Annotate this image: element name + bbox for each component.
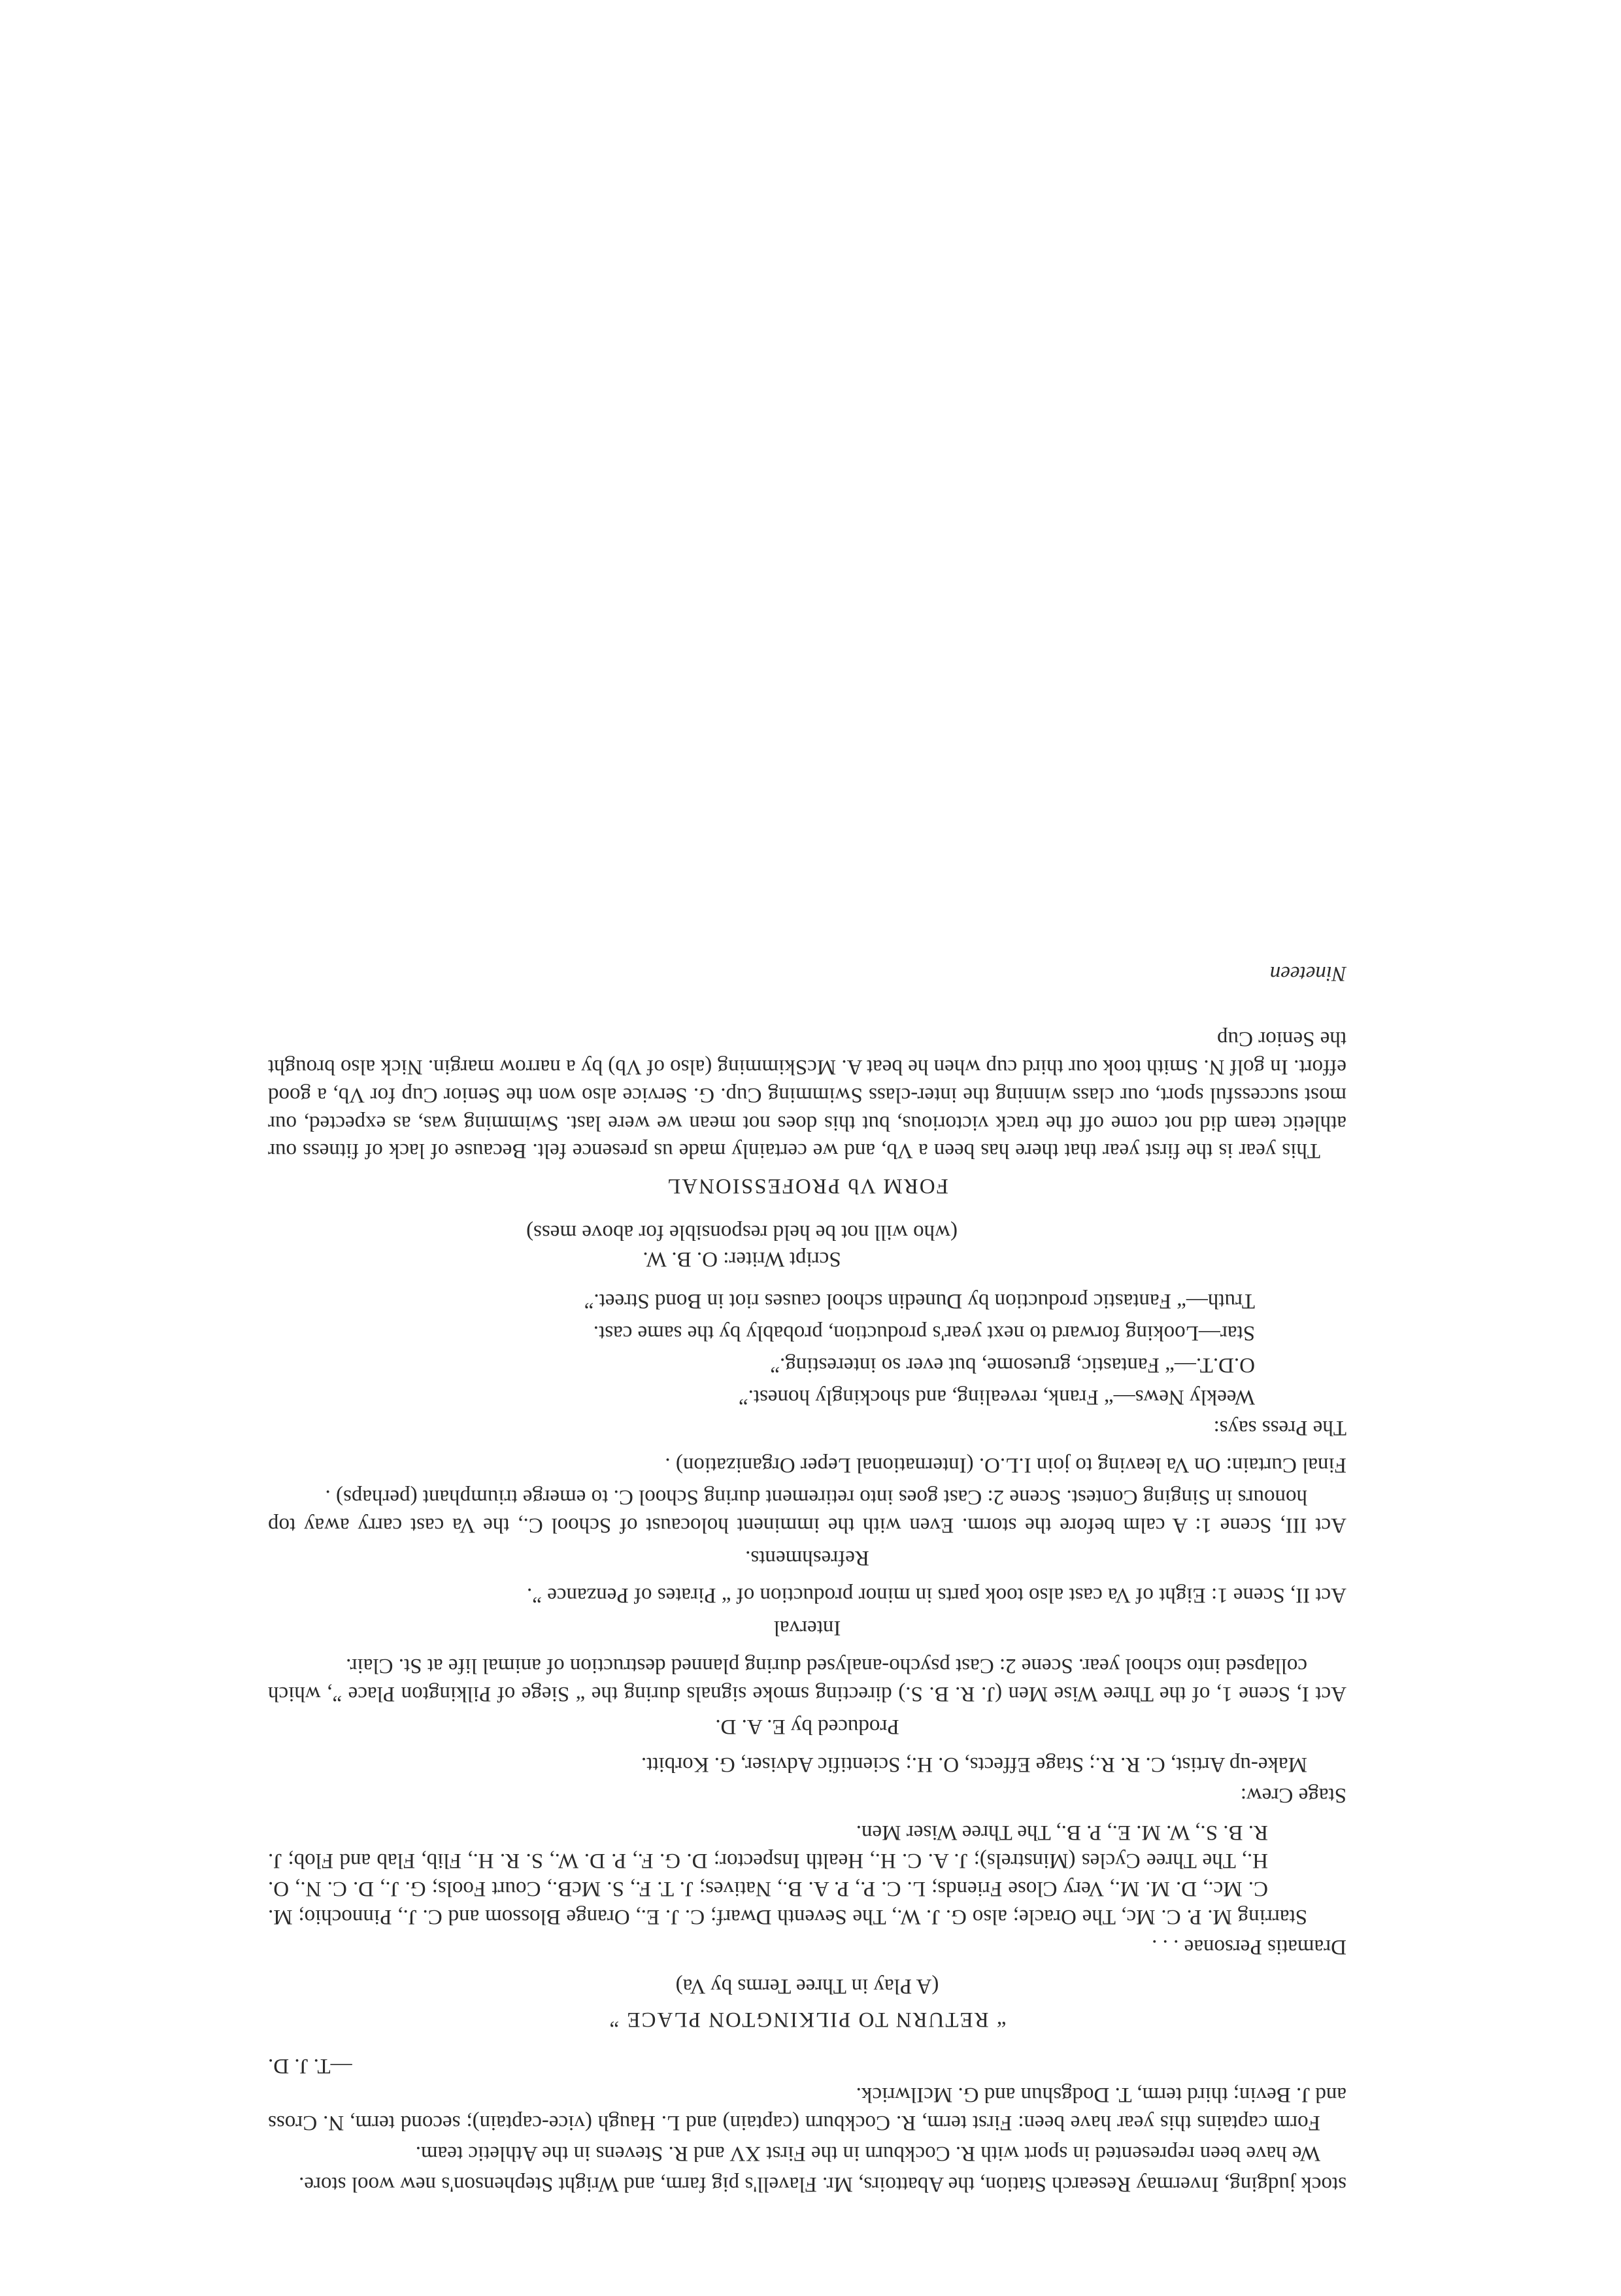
refreshments-label: Refreshments. xyxy=(745,1545,869,1570)
interval-label: Interval xyxy=(773,1616,841,1640)
final-curtain: Final Curtain: On Va leaving to join I.L.O. (International Leper Organization) . xyxy=(665,1453,1346,1477)
page-content xyxy=(268,961,1346,2198)
act-3: Act III, Scene 1: A calm before the storm. Even with the imminent holocaust of School C., the Va cast carry away top honours in Singing Contest. Scene 2: Cast goes into retirement during School C. to emerge triumphant (perhaps) . xyxy=(268,1485,1346,1537)
press-quote: O.D.T.—“ Fantastic, gruesome, but ever so interesting.” xyxy=(770,1353,1255,1377)
play-subtitle: (A Play in Three Terms by Va) xyxy=(675,1974,939,1999)
press-label: The Press says: xyxy=(1213,1415,1346,1440)
starring-text: Starring M. P. C. Mc, The Oracle; also G. J. W., The Seventh Dwarf; C. J. E., Orange Blossom and C. J., Pinnochio; M. C. Mc., D. M. M., Very Close Friends; L. C. P., P. A. B., Natives; J. T. F., S. McB., Court Fools; G. J., D. C. N., O. H., The Three Cycles (Minstrels); J. A. C. H., Health Inspector; D. G. F., P. D. W., S. R. H., Flib, Flab and Flob; J. R. B. S., W. M. E., P. B., The Three Wiser Men. xyxy=(268,1820,1307,1929)
form-vb-paragraph: This year is the first year that there has been a Vb, and we certainly made us presence felt. Because of lack of fitness our athletic team did not come off the track victorious, but this does not mean we were last. Swimming was, as expected, our most successful sport, our class winning the inter-class Swimming Cup. G. Service also won the Senior Cup for Vb, a good effort. In golf N. Smith took our third cup when he beat A. McSkimming (also of Vb) by a narrow margin. Nick also brought the Senior Cup xyxy=(268,1026,1346,1163)
press-quote: Weekly News—“ Frank, revealing, and shockingly honest.” xyxy=(738,1385,1255,1409)
produced-by: Produced by E. A. D. xyxy=(715,1715,899,1739)
act-2: Act II, Scene 1: Eight of Va cast also took parts in minor production of “ Pirates of Penzance ”. xyxy=(527,1583,1346,1608)
starring-block xyxy=(268,1818,1346,1931)
act-1: Act I, Scene 1, of the Three Wise Men (J. R. B. S.) directing smoke signals during the “ Siege of Pilkington Place ”, which collapsed into school year. Scene 2: Cast psycho-analysed during planned destruction of animal life at St. Clair. xyxy=(268,1654,1346,1706)
form-vb-title: FORM Vb PROFESSIONAL xyxy=(666,1174,948,1198)
page-number: Nineteen xyxy=(1269,961,1346,985)
dramatis-label: Dramatis Personae . . . xyxy=(1152,1935,1346,1959)
intro-paragraph-1: stock judging, Invermay Research Station, the Abattoirs, Mr. Flavell's pig farm, and Wright Stephenson's new wool store. xyxy=(299,2172,1346,2196)
stage-crew-block xyxy=(268,1750,1346,1778)
play-title: “ RETURN TO PILKINGTON PLACE ” xyxy=(608,2008,1007,2032)
script-writer: Script Writer: O. B. W. xyxy=(643,1247,841,1272)
intro-paragraph-3: Form captains this year have been: First term, R. Cockburn (captain) and L. Haugh (vice-captain); second term, N. Cross and J. Bevin; third term, T. Dodgshun and G. McIlwrick. xyxy=(268,2083,1346,2135)
stage-crew-text: Make-up Artist, C. R. R.; Stage Effects, O. H.; Scientific Adviser, G. Korbitt. xyxy=(641,1753,1307,1777)
intro-paragraph-2: We have been represented in sport with R. Cockburn in the First XV and R. Stevens in the Athletic team. xyxy=(415,2142,1320,2166)
press-quotes xyxy=(268,1287,1346,1411)
script-note: (who will not be held responsible for above mess) xyxy=(526,1221,958,1245)
intro-signature: —T. J. D. xyxy=(268,2054,352,2078)
press-quote: Star—Looking forward to next year's production, probably by the same cast. xyxy=(593,1321,1255,1345)
stage-crew-label: Stage Crew: xyxy=(1240,1783,1346,1807)
press-quote: Truth—“ Fantastic production by Dunedin school causes riot in Bond Street.” xyxy=(584,1289,1255,1313)
